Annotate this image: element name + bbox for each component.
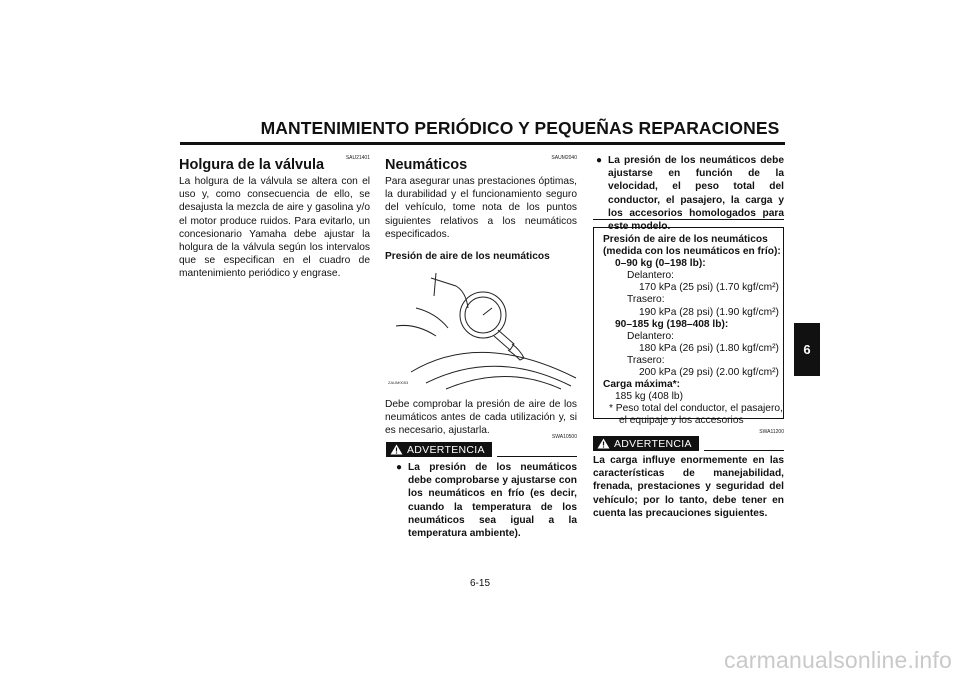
warning-label: ADVERTENCIA	[614, 437, 692, 450]
warning-rule	[704, 450, 784, 451]
bullet-text: La presión de los neumáticos debe comprobarse y ajustarse con los neumáticos en frío (es decir, cuando la temperatura de los neumáticos sea igual a la temperatura ambiente).	[408, 462, 577, 540]
section-rule	[593, 219, 784, 220]
spec-title: Presión de aire de los neumáticos	[603, 234, 768, 245]
list-item	[596, 154, 784, 233]
spec-footnote-cont: el equipaje y los accesorios	[619, 415, 744, 427]
spec-front-value-1: 170 kPa (25 psi) (1.70 kgf/cm²)	[639, 282, 779, 294]
page-header-title: MANTENIMIENTO PERIÓDICO Y PEQUEÑAS REPARACIONES	[260, 118, 780, 138]
warning-code: SWA10500	[551, 434, 577, 440]
warning-label: ADVERTENCIA	[407, 443, 485, 456]
bullet-icon: ●	[396, 462, 403, 473]
section-code: SAUM2040	[551, 155, 577, 161]
tire-pressure-subheading: Presión de aire de los neumáticos	[385, 251, 550, 262]
warning-triangle-icon	[390, 444, 403, 455]
section-code: SAU21401	[345, 155, 370, 161]
spec-max-load-value: 185 kg (408 lb)	[615, 391, 683, 403]
header-rule	[180, 142, 785, 145]
spec-rear-value-2: 200 kPa (29 psi) (2.00 kgf/cm²)	[639, 367, 779, 379]
tire-pressure-spec-box	[593, 227, 784, 427]
spec-front-label-2: Delantero:	[627, 330, 675, 342]
chapter-tab[interactable]: 6	[794, 323, 820, 376]
figure-code: ZAUM0053	[388, 380, 409, 385]
spec-front-label-1: Delantero:	[627, 270, 675, 282]
warning-code: SWA11200	[759, 429, 784, 435]
spec-range-1: 0–90 kg (0–198 lb):	[615, 258, 706, 270]
warning-rule	[497, 456, 577, 457]
warning-badge	[386, 442, 492, 457]
spec-rear-label-1: Trasero:	[627, 294, 665, 306]
spec-max-load-label: Carga máxima*:	[603, 379, 681, 391]
spec-title-condition: (medida con los neumáticos en frío):	[603, 246, 781, 258]
spec-front-value-2: 180 kPa (26 psi) (1.80 kgf/cm²)	[639, 342, 779, 354]
check-pressure-paragraph: Debe comprobar la presión de aire de los neumáticos antes de cada utilización y, si es necesario, ajustarla.	[385, 399, 577, 437]
spec-rear-value-1: 190 kPa (28 psi) (1.90 kgf/cm²)	[639, 306, 779, 318]
warning-badge	[593, 436, 699, 451]
watermark: carmanualsonline.info	[724, 647, 952, 673]
tire-pressure-gauge-illustration	[386, 268, 580, 390]
section-heading-tires: Neumáticos	[385, 157, 468, 173]
bullet-text: La presión de los neumáticos debe ajustarse en función de la velocidad, el peso total del conductor, el pasajero, la carga y los accesorios homologados para este modelo.	[608, 155, 784, 233]
warning-triangle-icon	[597, 438, 610, 449]
valve-paragraph: La holgura de la válvula se altera con el uso y, como consecuencia de ello, se desajusta la mezcla de aire y gasolina y/o el motor produce ruidos. Para evitarlo, un concesionario Yamaha debe ajustar la holgura de la válvula según los intervalos que se especifican en el cuadro de mantenimiento periódico y engrase.	[179, 176, 370, 280]
spec-range-2: 90–185 kg (198–408 lb):	[615, 318, 729, 330]
spec-footnote: * Peso total del conductor, el pasajero,	[609, 403, 783, 415]
spec-rear-label-2: Trasero:	[627, 354, 665, 366]
list-item	[396, 461, 577, 540]
load-warning-text: La carga influye enormemente en las características de manejabilidad, frenada, prestaciones y seguridad del vehículo; por lo tanto, debe tener en cuenta las precauciones siguientes.	[593, 455, 784, 519]
bullet-icon: ●	[596, 155, 603, 166]
section-heading-valve: Holgura de la válvula	[179, 157, 325, 173]
page-number: 6-15	[469, 578, 490, 589]
tires-paragraph: Para asegurar unas prestaciones óptimas, la durabilidad y el funcionamiento seguro del vehículo, tome nota de los puntos siguientes relativos a los neumáticos especificados.	[385, 176, 577, 240]
